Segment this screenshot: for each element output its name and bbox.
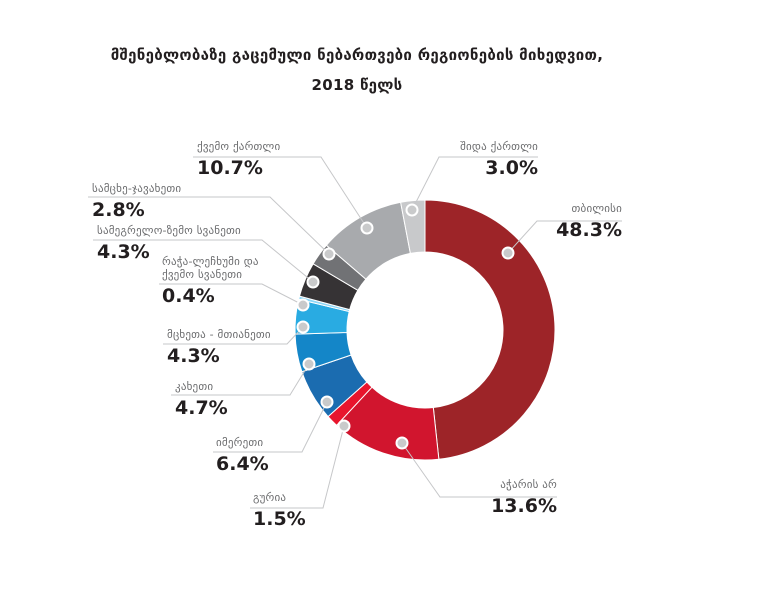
region-label-adjara: აჭარის არ [500, 478, 557, 491]
callout-kvemo-kartli [197, 140, 337, 178]
anchor-dot-2 [339, 421, 350, 432]
region-value-shida-kartli: 3.0% [485, 157, 538, 179]
callout-guria [253, 491, 373, 529]
anchor-dot-9 [362, 223, 373, 234]
callout-adjara [425, 478, 557, 516]
region-value-racha-lechkhumi: 0.4% [162, 285, 215, 307]
region-label-kakheti: კახეთი [175, 380, 214, 393]
region-label-samegrelo: სამეგრელო-ზემო სვანეთი [97, 224, 241, 237]
anchor-dot-1 [397, 438, 408, 449]
region-label-mtskheta-mtianeti: მცხეთა - მთიანეთი [167, 328, 271, 341]
anchor-dot-7 [308, 277, 319, 288]
region-value-samegrelo: 4.3% [97, 241, 150, 263]
anchor-dot-3 [322, 397, 333, 408]
region-label-guria: გურია [253, 491, 287, 504]
callout-imereti [216, 436, 336, 474]
anchor-dot-8 [324, 249, 335, 260]
region-value-samtskhe-javakheti: 2.8% [92, 199, 145, 221]
region-value-tbilisi: 48.3% [556, 219, 622, 241]
callout-shida-kartli [406, 140, 538, 178]
chart-title-line2: 2018 წელს [311, 76, 403, 94]
region-value-mtskheta-mtianeti: 4.3% [167, 345, 220, 367]
callout-racha-lechkhumi [162, 255, 262, 306]
region-label-imereti: იმერეთი [216, 436, 264, 449]
anchor-dot-0 [503, 248, 514, 259]
callout-samtskhe-javakheti [92, 182, 252, 220]
anchor-dot-6 [298, 300, 309, 311]
region-value-adjara: 13.6% [491, 495, 557, 517]
region-value-guria: 1.5% [253, 508, 306, 530]
region-label-shida-kartli: შიდა ქართლი [460, 140, 538, 153]
region-value-kvemo-kartli: 10.7% [197, 157, 263, 179]
region-label-samtskhe-javakheti: სამცხე-ჯავახეთი [92, 182, 182, 195]
callout-samegrelo [97, 224, 277, 262]
callout-tbilisi [490, 202, 622, 240]
callout-mtskheta-mtianeti [167, 328, 317, 366]
region-value-imereti: 6.4% [216, 453, 269, 475]
anchor-dot-10 [407, 205, 418, 216]
chart-title-line1: მშენებლობაზე გაცემული ნებართვები რეგიონების მიხედვით, [110, 46, 604, 64]
region-value-kakheti: 4.7% [175, 397, 228, 419]
callout-kakheti [175, 380, 295, 418]
region-label-kvemo-kartli: ქვემო ქართლი [197, 140, 281, 153]
region-label-racha-lechkhumi: რაჭა-ლეჩხუმი და ქვემო სვანეთი [162, 255, 259, 281]
region-label-tbilisi: თბილისი [571, 202, 622, 215]
